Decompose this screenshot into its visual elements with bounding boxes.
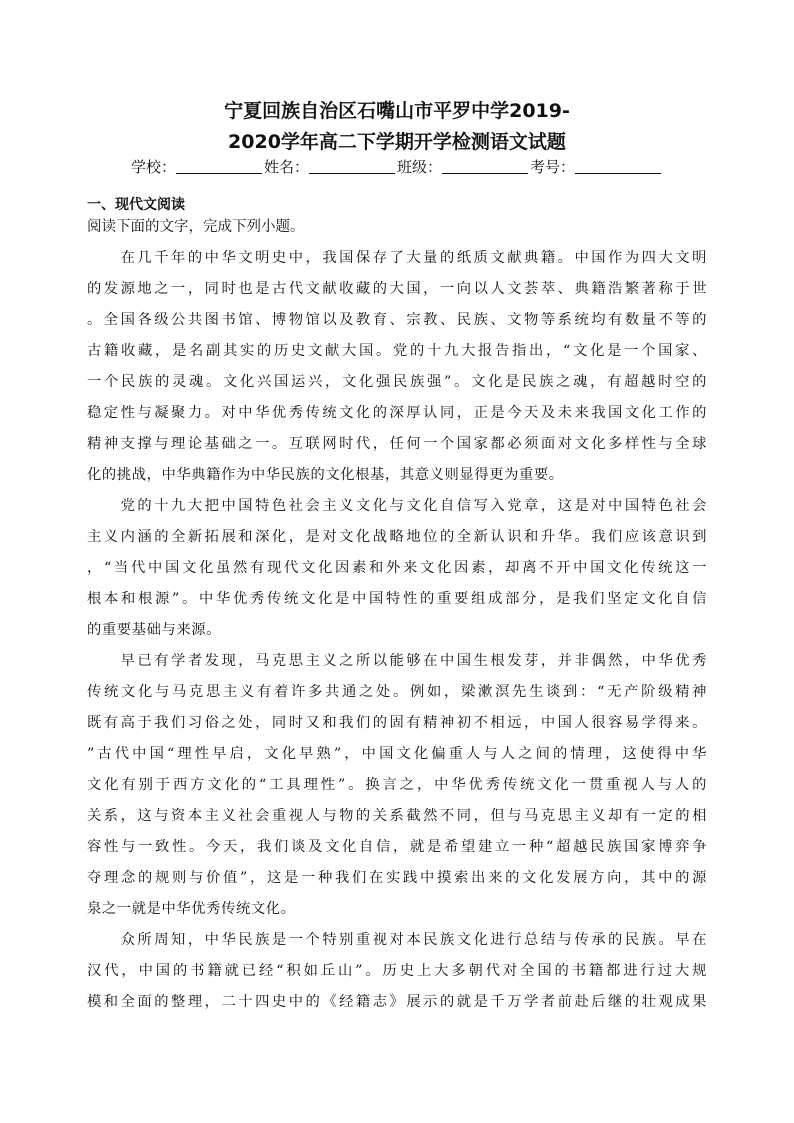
passage-line: 主义内涵的全新拓展和深化，是对文化战略地位的全新认识和升华。我们应该意识到 [87, 529, 707, 545]
passage-line: 的发源地之一，同时也是古代文献收藏的大国，一向以人文荟萃、典籍浩繁著称于世 [87, 281, 707, 297]
passage-line: 根本和根源”。中华优秀传统文化是中国特性的重要组成部分，是我们坚定文化自信 [87, 591, 707, 607]
passage-line: 泉之一就是中华优秀传统文化。 [87, 901, 296, 917]
student-info-line [0, 156, 794, 177]
passage-line: 化的挑战，中华典籍作为中华民族的文化根基，其意义则显得更为重要。 [87, 467, 564, 483]
passage-line: 稳定性与凝聚力。对中华优秀传统文化的深厚认同，正是今天及未来我国文化工作的 [87, 405, 707, 421]
school-blank [176, 159, 262, 174]
class-blank [442, 159, 528, 174]
exam-title-line-1: 宁夏回族自治区石嘴山市平罗中学2019- [224, 100, 570, 122]
passage-line: 汉代，中国的书籍就已经“积如丘山”。历史上大多朝代对全国的书籍都进行过大规 [87, 963, 707, 979]
exam-number-blank [575, 159, 661, 174]
passage-line: 在几千年的中华文明史中，我国保存了大量的纸质文献典籍。中国作为四大文明 [87, 250, 707, 266]
passage-line: 模和全面的整理，二十四史中的《经籍志》展示的就是千万学者前赴后继的壮观成果 [87, 994, 707, 1010]
passage-line: 早已有学者发现，马克思主义之所以能够在中国生根发芽，并非偶然，中华优秀 [87, 653, 707, 669]
passage-line: 党的十九大把中国特色社会主义文化与文化自信写入党章，这是对中国特色社会 [87, 498, 707, 514]
passage-line: 古籍收藏，是名副其实的历史文献大国。党的十九大报告指出，“文化是一个国家、 [87, 343, 707, 359]
name-label: 姓名： [263, 158, 309, 176]
passage-line: 关系，这与资本主义社会重视人与物的关系截然不同，但与马克思主义却有一定的相 [87, 808, 707, 824]
section-heading: 一、现代文阅读 [87, 197, 185, 213]
passage-line: 众所周知，中华民族是一个特别重视对本民族文化进行总结与传承的民族。早在 [87, 932, 707, 948]
passage-line: 既有高于我们习俗之处，同时又和我们的固有精神初不相远，中国人很容易学得来。 [87, 715, 707, 731]
passage-line: 。全国各级公共图书馆、博物馆以及教育、宗教、民族、文物等系统均有数量不等的 [87, 312, 707, 328]
passage-line: 一个民族的灵魂。文化兴国运兴，文化强民族强”。文化是民族之魂，有超越时空的 [87, 374, 707, 390]
passage-line: ，“当代中国文化虽然有现代文化因素和外来文化因素，却离不开中国文化传统这一 [87, 560, 707, 576]
class-label: 班级： [397, 158, 443, 176]
passage-line: 夺理念的规则与价值”，这是一种我们在实践中摸索出来的文化发展方向，其中的源 [87, 870, 707, 886]
passage-line: 的重要基础与来源。 [87, 622, 222, 638]
passage-body [87, 243, 707, 1018]
reading-instruction: 阅读下面的文字，完成下列小题。 [87, 219, 305, 235]
exam-title-line-2: 2020学年高二下学期开学检测语文试题 [228, 131, 566, 153]
passage-line: 文化有别于西方文化的“工具理性”。换言之，中华优秀传统文化一贯重视人与人的 [87, 777, 707, 793]
passage-line: 精神支撑与理论基础之一。互联网时代，任何一个国家都必须面对文化多样性与全球 [87, 436, 707, 452]
exam-number-label: 考号： [530, 158, 576, 176]
name-blank [309, 159, 395, 174]
passage-line: ”古代中国“理性早启，文化早熟”，中国文化偏重人与人之间的情理，这使得中华 [87, 746, 707, 762]
passage-line: 容性与一致性。今天，我们谈及文化自信，就是希望建立一种“超越民族国家博弈争 [87, 839, 707, 855]
school-label: 学校： [130, 158, 176, 176]
passage-line: 传统文化与马克思主义有着许多共通之处。例如，梁漱溟先生谈到：“无产阶级精神 [87, 684, 707, 700]
